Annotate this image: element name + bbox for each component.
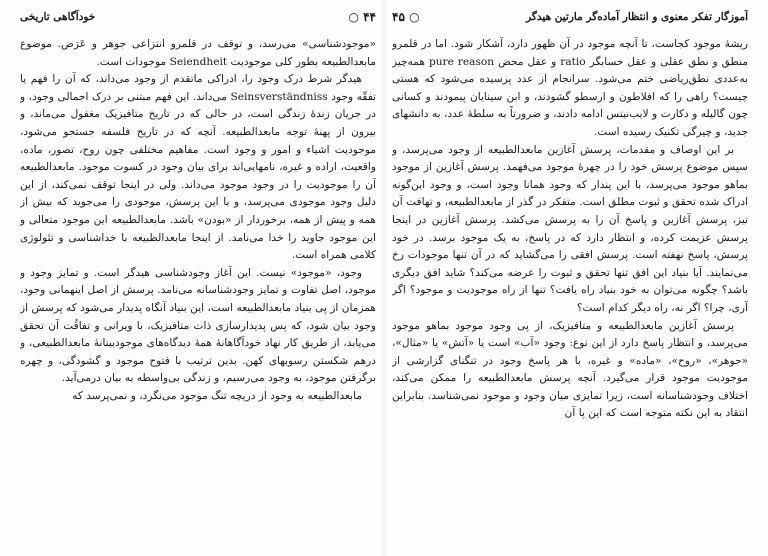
book-gutter <box>382 0 386 556</box>
paragraph: پرسش آغازین مابعدالطبیعه و متافیزیک، از پی وجود موجود بماهو موجود می‌پرسد، و انتظار پاسخ دارد از این نوع: وجود «آب» است یا «آتش» یا «مثال»، «جوهر»، «روح»، «ماده» و غیره، با هر پاسخ وجود در تنگنای گزارشی از موجودیت موجود قرار می‌گیرد. آنچه پرسش مابعدالطبیعه را ممکن می‌کند، اختلاف وجودشناسانه است، زیرا تمایزی میان وجود و موجود نمی‌شناسد. بنابراین انتقاد به این نکته متوجه است که این پا آن <box>392 319 748 420</box>
right-page <box>392 0 748 556</box>
left-page-body <box>20 36 376 405</box>
page-number: ۴۵ <box>392 10 405 24</box>
paragraph: ریشهٔ موجود کجاست، تا آنچه موجود در آن ظهور دارد، آشکار شود. اما در قلمرو منطق و نطق عقلی و عقل حسابگر ratio و عقل محض pure reason همه‌چیز به‌عددی نطق‌ریاضی ختم می‌شود. سرانجام از عدد پرسیده می‌شود که هستی چیست؟ راهی را که افلاطون و ارسطو گشودند، و ابن سینا‌یان پیمودند و کسانی چون گالیله و دکارت و لایب‌نیتس ادامه دادند، و ضرورتاً به سلطهٔ عدد، به دانشهای جدید، و چیرگی تکنیک رسیده است. <box>392 38 748 138</box>
header-separator-icon: ○ <box>348 10 359 24</box>
left-page-header <box>20 6 376 28</box>
header-separator-icon: ○ <box>409 10 420 24</box>
running-title: خودآگاهی تاریخی <box>20 11 96 23</box>
page-number: ۴۴ <box>363 10 376 24</box>
right-page-header <box>392 6 748 28</box>
paragraph: «موجودشناسی» می‌رسد، و توقف در قلمرو انتزاعی جوهر و عَرَض. موضوع مابعدالطبیعه بطور کلی موجودیت Seiendheit موجودات است. <box>20 38 376 68</box>
page-number-block <box>392 10 420 24</box>
paragraph: بر این اوصاف و مقدمات، پرسش آغازین مابعدالطبیعه از وجود می‌پرسد، و سپس موضوع پرسش خود را در چهرهٔ موجود می‌فهمد. پرسش آغازین از موجود بماهو موجود می‌پرسد، با این پندار که وجود همانا وجود است، و وجود این‌گونه ادراک شده تحقق و ثبوت مطلق است. متفکر در گذر از مابعدالطبیعه، و تهافت آن تیز، پرسش آغازین و پاسخ آن را به پرسش می‌کشد. پرسش آغازین در اینجا پرسش عزیمت کرده، و انتظار دارد که در پاسخ، به یک موجود برسد. در خود پرسش، پاسخ نهفته است. پرسش افقی را می‌گشاید که در آن تنها موجودات رخ می‌نمایند. آیا بنیاد این افق تنها تحقق و ثبوت را عرضه می‌کند؟ شاید افق دیگری باشد؟ چگونه می‌توان به خود بنیاد راه یافت؟ تنها از راه موجودیت و موجود؟ اگر آری، چرا؟ اگر نه، راه دیگر کدام است؟ <box>392 143 748 314</box>
page-number-block <box>348 10 376 24</box>
paragraph: هیدگر شرط درک وجود را، ادراکی ماتقدم از وجود می‌داند، که آن را فهم یا تفقّه وجود Seinsverständniss می‌داند. این فهم مبتنی بر درک اجمالی وجود، و در جریان زندهٔ زندگی است، در حالی که در تاریخ متافیزیک مغفول می‌ماند، و بیرون از پهنهٔ توجه مابعدالطبیعه. آنچه که در تاریخ فلسفه جستجو می‌شود، موجودیت اشیاء و امور و وجود است. مفاهیم مختلفی چون روح، تصور، ماده، واقعیت، اراده و غیره، نامهایی‌اند برای بیان وجود در کسوت موجود. مابعدالطبیعه آن را موجودیت را در وجود موجود می‌داند. ولی در اینجا توقف نمی‌کند، از این دلیل وجود موجودی می‌پرسد، و با این پرسش، موجودی را می‌جوید که بیش از همه و پیش از همه، برخوردار از «بودن» باشد. مابعدالطبیعه این موجود متعالی و این موجود جاوید را خدا می‌نامد. از اینجا مابعدالطبیعه با خداشناسی و تئولوژی کلامی همراه است. <box>20 73 376 262</box>
left-page <box>20 0 376 556</box>
paragraph: مابعدالطبیعه به وجود از دریچه تنگ موجود می‌نگرد، و نمی‌پرسد که <box>72 389 362 402</box>
running-title: آموزگار تفکر معنوی و انتظار آماده‌گر مارتین هیدگر <box>526 11 748 23</box>
paragraph: وجود، «موجود» نیست. این آغاز وجودشناسی هیدگر است. و تمایز وجود و موجود، اصل تفاوت و تمایز وجودشناسانه می‌نامد. پرسش از اصل اینهمانی وجود، همزمان از پی بنیاد مابعدالطبیعه است، این بنیاد آنگاه پدیدار می‌شود که پرسش از وجود بیان شود، که پس پدیدارسازی ذات متافیزیک، با ویرانی و تفاقُت آن تحقق می‌یابد، از طریق کار نهاد خودآگاهانهٔ همهٔ دیدگاه‌های موجودبینانهٔ مابعدالطبیعی، و درهم شکستن رسوبهای کهن. بدین ترتیب با فتوح موجود و گشودگی، و چهره برگرفتن موجود، به وجود می‌رسیم، و زندگی بی‌واسطه به بیان درمی‌آید. <box>20 266 376 385</box>
right-page-body <box>392 36 748 423</box>
